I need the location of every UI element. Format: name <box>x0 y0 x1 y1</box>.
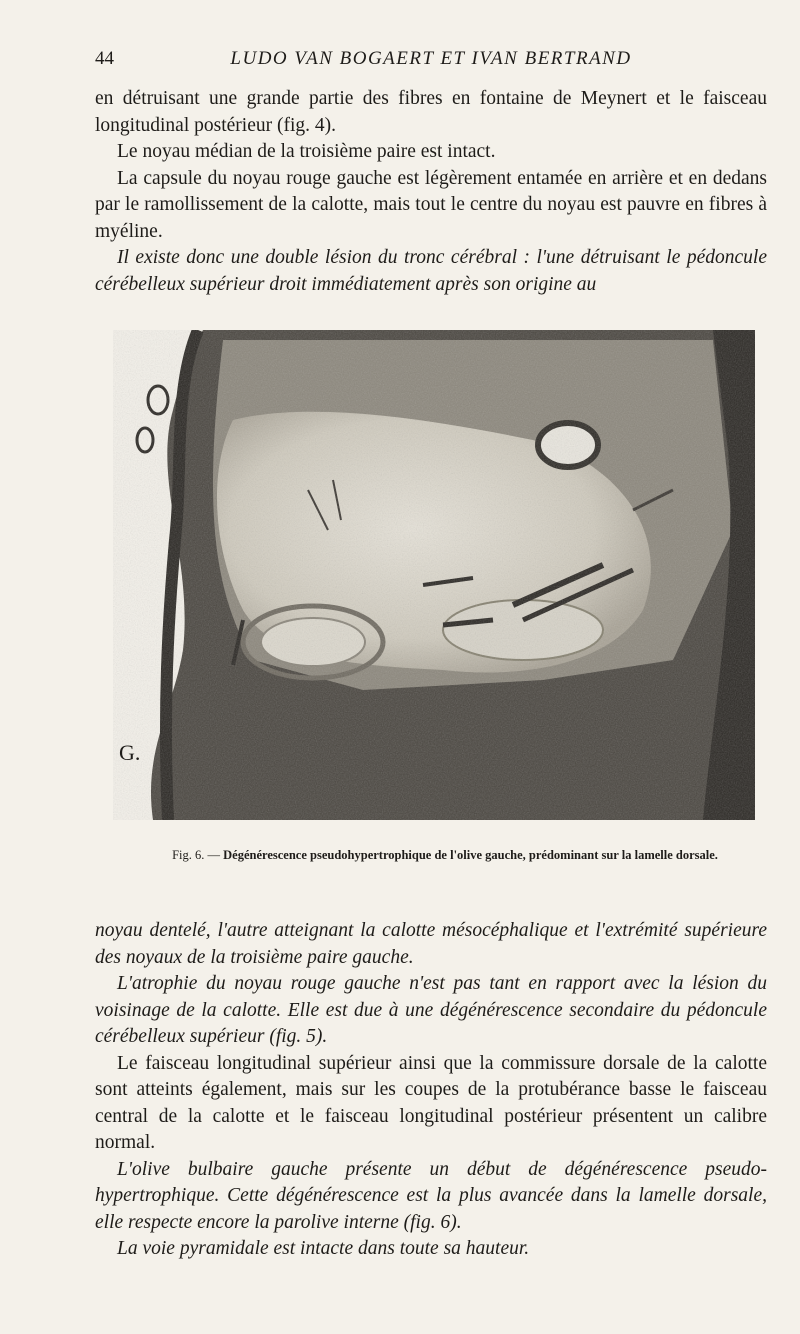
paragraph: Il existe donc une double lésion du tronc cérébral : l'une détruisant le pédoncule cérébelleux supérieur droit immédiatement après son origine au <box>95 247 767 295</box>
paragraph: en détruisant une grande partie des fibres en fontaine de Meynert et le faisceau longitudinal postérieur (fig. 4). <box>95 88 767 136</box>
figure-caption <box>150 848 740 863</box>
paragraph: L'olive bulbaire gauche présente un début de dégénérescence pseudo-hypertrophique. Cette dégénérescence est la plus avancée dans la lamelle dorsale, elle respecte encore la parolive interne (fig. 6). <box>95 1158 767 1233</box>
text-block-top <box>95 86 767 298</box>
paragraph: noyau dentelé, l'autre atteignant la calotte mésocéphalique et l'extrémité supérieure des noyaux de la troisième paire gauche. <box>95 920 767 968</box>
figure-letter-mark: G. <box>119 740 141 765</box>
text-block-bottom <box>95 918 767 1263</box>
page-number: 44 <box>95 48 114 69</box>
histology-figure <box>113 330 755 820</box>
paragraph: Le faisceau longitudinal supérieur ainsi que la commissure dorsale de la calotte sont atteints également, mais sur les coupes de la protubérance basse le faisceau central de la calotte et le faisceau longitudinal postérieur présentent un calibre normal. <box>95 1052 767 1153</box>
paragraph: Le noyau médian de la troisième paire est intact. <box>117 141 496 162</box>
paragraph: L'atrophie du noyau rouge gauche n'est pas tant en rapport avec la lésion du voisinage de la calotte. Elle est due à une dégénérescence secondaire du pédoncule cérébelleux supérieur (fig. 5). <box>95 973 767 1047</box>
paragraph: La voie pyramidale est intacte dans toute sa hauteur. <box>117 1238 530 1259</box>
running-title: LUDO VAN BOGAERT ET IVAN BERTRAND <box>230 48 632 69</box>
running-head <box>95 48 767 78</box>
brainstem-section-image <box>113 330 755 820</box>
caption-label: Fig. 6. — <box>172 848 221 862</box>
paragraph: La capsule du noyau rouge gauche est légèrement entamée en arrière et en dedans par le ramollissement de la calotte, mais tout le centre du noyau est pauvre en fibres à myéline. <box>95 167 767 242</box>
caption-text: Dégénérescence pseudohypertrophique de l'olive gauche, prédominant sur la lamelle dorsale. <box>223 848 718 862</box>
